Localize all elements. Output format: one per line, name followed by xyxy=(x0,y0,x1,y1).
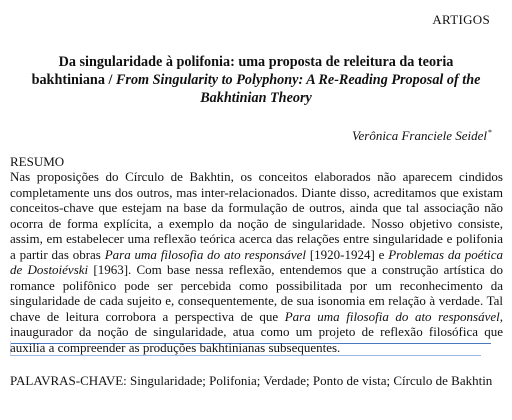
abstract-text-1: Nas proposições do Círculo de Bakhtin, os conceitos elaborados não aparecem cindidos completamente uns dos outros, mas inter-relacionados. Diante disso, acreditamos que existam conceitos-chave que estejam na base da formulação de outros, ainda que tal associação não ocorra de forma explícita, a exemplo da noção de singularidade. Nosso objetivo consiste, assim, em estabelecer uma reflexão teórica acerca das relações entre singularidade e polifonia a partir das obras xyxy=(10,169,503,262)
abstract-heading: RESUMO xyxy=(10,154,65,169)
author-footnote-mark[interactable]: * xyxy=(488,128,492,137)
abstract-body xyxy=(10,169,503,355)
section-label: ARTIGOS xyxy=(432,12,490,27)
title-portuguese: Da singularidade à polifonia: uma proposta de releitura da teoria bakhtiniana / xyxy=(31,54,454,88)
keywords: PALAVRAS-CHAVE: Singularidade; Polifonia; Verdade; Ponto de vista; Círculo de Bakhtin xyxy=(10,373,493,388)
abstract-text-3: [1963]. Com base nessa reflexão, entendemos que a construção artística do romance polifônico pode ser percebida como possibilitada por um reconhecimento da singularidade de cada sujeito e, consequentemente, de sua isonomia em relação à verdade. Tal chave de leitura corrobora a perspectiva de que xyxy=(10,262,504,324)
work-title-3: Para uma filosofia do ato responsável xyxy=(284,308,500,324)
title-english: From Singularity to Polyphony: A Re-Reading Proposal of the Bakhtinian Theory xyxy=(115,72,481,106)
article-title xyxy=(22,53,490,107)
author-name: Verônica Franciele Seidel xyxy=(351,128,487,143)
author-line xyxy=(352,128,492,144)
work-title-1: Para uma filosofia do ato responsável xyxy=(104,246,307,262)
work-title-2: Problemas da poética de Dostoiévski xyxy=(10,246,503,277)
abstract-text-4: , inaugurador da noção de singularidade, atua como um projeto de reflexão filosófica que auxilia a compreender as produções bakhtinianas subsequentes. xyxy=(10,308,503,355)
abstract-text-2: [1920-1924] e xyxy=(306,246,389,262)
